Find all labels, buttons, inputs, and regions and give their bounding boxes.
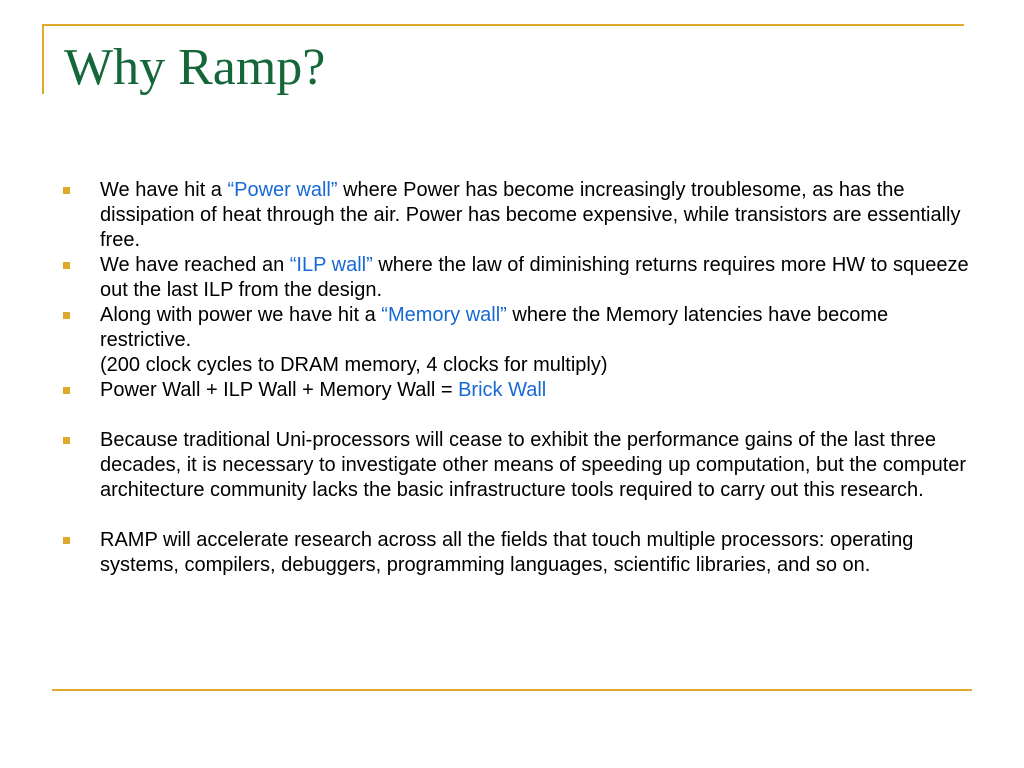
- bullet-text: We have reached an: [100, 254, 290, 276]
- bullet-text: Along with power we have hit a: [100, 304, 382, 326]
- bullet-text: Because traditional Uni-processors will cease to exhibit the performance gains of the last three decades, it is necessary to investigate other means of speeding up computation, but the computer architecture community lacks the basic infrastructure tools required to carry out this research.: [100, 429, 967, 501]
- left-rule: [42, 24, 44, 94]
- bullet-text: where the Memory latencies have become restrictive.: [100, 304, 889, 351]
- square-bullet-icon: [63, 187, 70, 194]
- square-bullet-icon: [63, 312, 70, 319]
- bullet-text: We have hit a: [100, 179, 228, 201]
- square-bullet-icon: [63, 537, 70, 544]
- bullet-highlight: “Power wall”: [227, 179, 338, 201]
- bullet-text: Power Wall + ILP Wall + Memory Wall =: [100, 379, 459, 401]
- slide-title: Why Ramp?: [64, 39, 326, 96]
- bullet-ramp-research: [100, 528, 980, 578]
- bullet-highlight: Brick Wall: [458, 379, 547, 401]
- bullet-list: [100, 178, 980, 578]
- bullet-power-wall: [100, 178, 980, 253]
- bullet-text: RAMP will accelerate research across all the fields that touch multiple processors: operating systems, compilers, debuggers, programming languages, scientific libraries, and so on.: [100, 529, 914, 576]
- bullet-text: where Power has become increasingly troublesome, as has the dissipation of heat through the air. Power has become expensive, while transistors are essentially free.: [100, 179, 961, 251]
- bullet-text: where the law of diminishing returns requires more HW to squeeze out the last ILP from the design.: [100, 254, 969, 301]
- bullet-highlight: “ILP wall”: [289, 254, 373, 276]
- square-bullet-icon: [63, 387, 70, 394]
- bottom-rule: [52, 689, 972, 691]
- bullet-brick-wall: [100, 378, 980, 403]
- bullet-highlight: “Memory wall”: [381, 304, 507, 326]
- bullet-note: (200 clock cycles to DRAM memory, 4 clocks for multiply): [100, 354, 608, 376]
- bullet-memory-wall: [100, 303, 980, 378]
- top-rule: [42, 24, 964, 26]
- square-bullet-icon: [63, 437, 70, 444]
- bullet-ilp-wall: [100, 253, 980, 303]
- bullet-uniprocessors: [100, 428, 980, 503]
- square-bullet-icon: [63, 262, 70, 269]
